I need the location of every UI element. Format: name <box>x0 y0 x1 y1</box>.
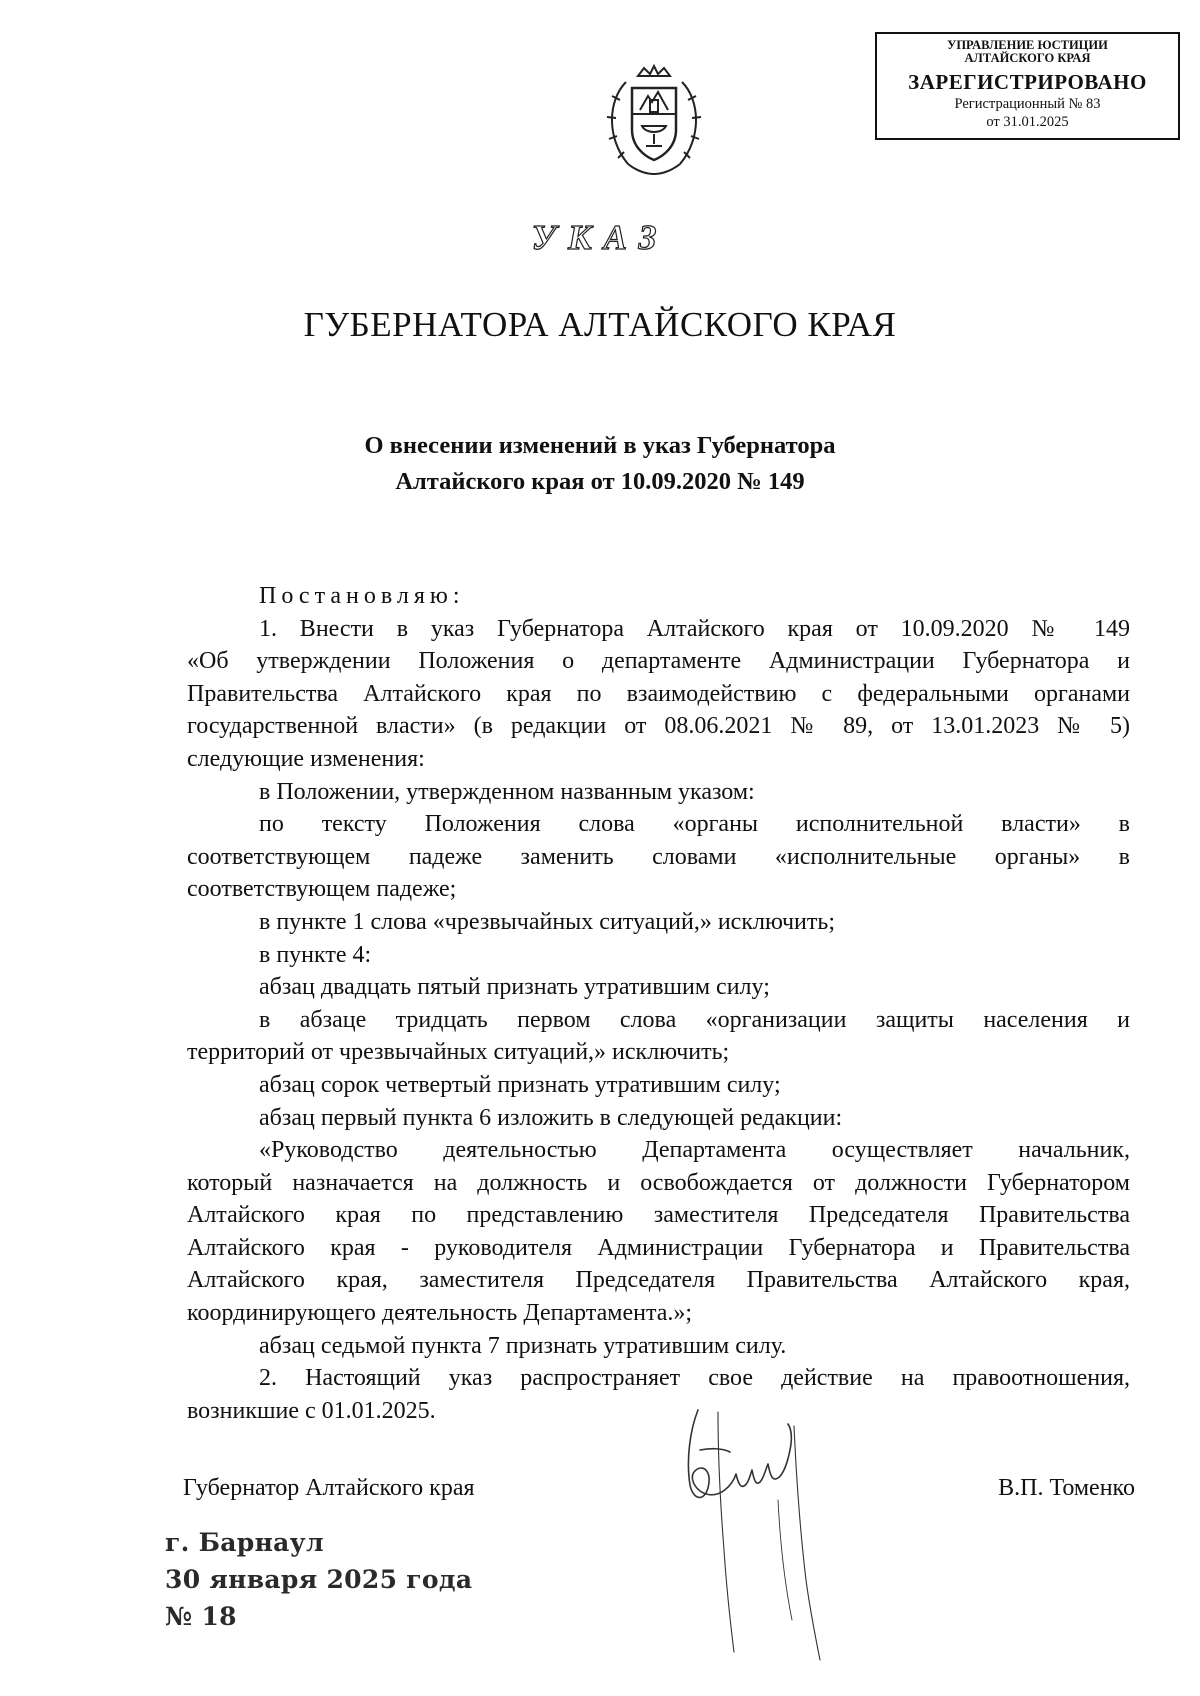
registration-stamp <box>875 32 1180 140</box>
paragraph-1-line1: 1. Внести в указ Губернатора Алтайского края от 10.09.2020 № 149 <box>259 615 1130 642</box>
document-subject <box>0 428 1200 500</box>
document-footer <box>165 1524 472 1635</box>
paragraph-11: абзац седьмой пункта 7 признать утратившим силу. <box>259 1332 787 1359</box>
body-lead: Постановляю: <box>259 583 465 609</box>
paragraph-3-line3: соответствующем падеже; <box>187 876 457 903</box>
paragraph-8: абзац сорок четвертый признать утратившим силу; <box>259 1071 781 1098</box>
paragraph-2: в Положении, утвержденном названным указом: <box>259 778 755 805</box>
paragraph-10-line4: Алтайского края - руководителя Администрации Губернатора и Правительства <box>187 1234 1130 1261</box>
paragraph-9: абзац первый пункта 6 изложить в следующей редакции: <box>259 1104 843 1131</box>
paragraph-7-line2: территорий от чрезвычайных ситуаций,» исключить; <box>187 1039 730 1066</box>
coat-of-arms-icon <box>598 60 710 178</box>
subject-line1: О внесении изменений в указ Губернатора <box>364 432 836 459</box>
paragraph-12-line1: 2. Настоящий указ распространяет свое действие на правоотношения, <box>259 1365 1130 1392</box>
paragraph-1-line4: государственной власти» (в редакции от 08.06.2021 № 89, от 13.01.2023 № 5) <box>187 713 1130 740</box>
paragraph-10-line6: координирующего деятельность Департамента.»; <box>187 1300 693 1327</box>
stamp-status: ЗАРЕГИСТРИРОВАНО <box>908 70 1147 94</box>
signatory-name: В.П. Томенко <box>998 1475 1135 1501</box>
paragraph-1-line2: «Об утверждении Положения о департаменте Администрации Губернатора и <box>187 648 1130 675</box>
paragraph-5: в пункте 4: <box>259 941 372 968</box>
stamp-organization <box>877 39 1178 65</box>
paragraph-4: в пункте 1 слова «чрезвычайных ситуаций,» исключить; <box>259 908 835 935</box>
footer-number: № 18 <box>165 1602 237 1631</box>
paragraph-6: абзац двадцать пятый признать утратившим силу; <box>259 974 770 1001</box>
paragraph-3-line1: по тексту Положения слова «органы исполнительной власти» в <box>259 811 1130 838</box>
paragraph-3-line2: соответствующем падеже заменить словами «исполнительные органы» в <box>187 843 1130 870</box>
paragraph-10-line1: «Руководство деятельностью Департамента осуществляет начальник, <box>259 1137 1130 1164</box>
stamp-reg-number: Регистрационный № 83 <box>954 96 1101 112</box>
footer-place: г. Барнаул <box>165 1528 324 1557</box>
footer-date: 30 января 2025 года <box>165 1565 473 1594</box>
paragraph-7-line1: в абзаце тридцать первом слова «организации защиты населения и <box>259 1006 1130 1033</box>
paragraph-10-line5: Алтайского края, заместителя Председателя Правительства Алтайского края, <box>187 1267 1130 1294</box>
paragraph-10-line2: который назначается на должность и освобождается от должности Губернатором <box>187 1169 1130 1196</box>
handwritten-signature-icon <box>660 1390 845 1690</box>
stamp-organization-line2: АЛТАЙСКОГО КРАЯ <box>964 51 1091 65</box>
document-body <box>187 580 1130 1427</box>
stamp-reg-date: от 31.01.2025 <box>986 114 1069 130</box>
paragraph-12-line2: возникшие с 01.01.2025. <box>187 1397 436 1424</box>
paragraph-1-line5: следующие изменения: <box>187 745 425 772</box>
document-type-title: УКАЗ <box>531 218 669 257</box>
issuer-title: ГУБЕРНАТОРА АЛТАЙСКОГО КРАЯ <box>303 305 897 344</box>
subject-line2: Алтайского края от 10.09.2020 № 149 <box>395 468 805 495</box>
signatory-position: Губернатор Алтайского края <box>183 1475 475 1501</box>
paragraph-1-line3: Правительства Алтайского края по взаимодействию с федеральными органами <box>187 680 1130 707</box>
stamp-organization-line1: УПРАВЛЕНИЕ ЮСТИЦИИ <box>947 38 1108 52</box>
paragraph-10-line3: Алтайского края по представлению заместителя Председателя Правительства <box>187 1202 1130 1229</box>
